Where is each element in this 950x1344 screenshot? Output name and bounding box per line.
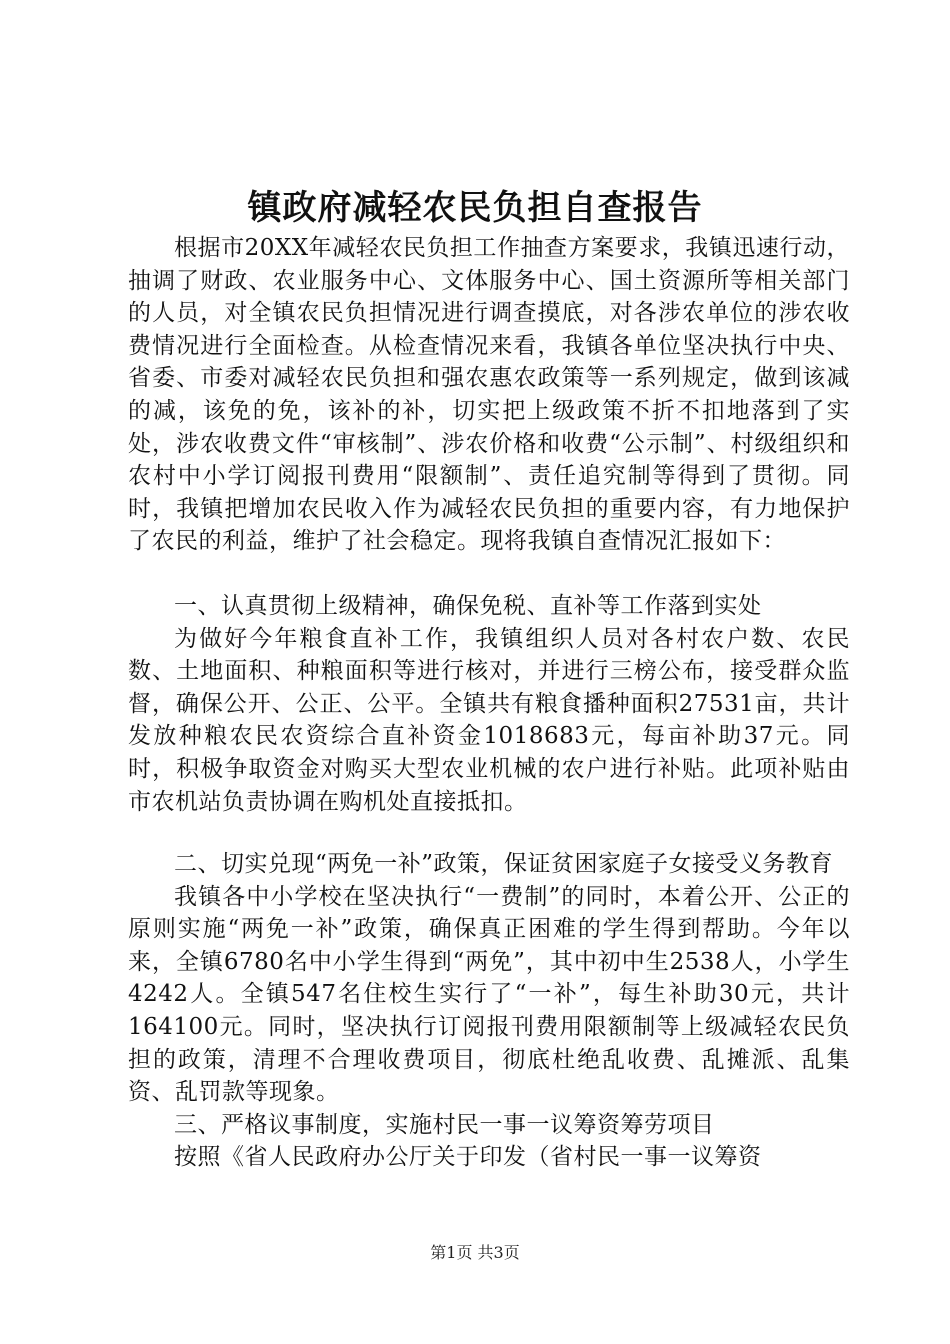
- section-1-paragraph: 为做好今年粮食直补工作，我镇组织人员对各村农户数、农民数、土地面积、种粮面积等进行核对，并进行三榜公布，接受群众监督，确保公开、公正、公平。全镇共有粮食播种面积27531亩，共计发放种粮农民农资综合直补资金1018683元，每亩补助37元。同时，积极争取资金对购买大型农业机械的农户进行补贴。此项补贴由市农机站负责协调在购机处直接抵扣。: [128, 625, 850, 815]
- section-3-paragraph: 按照《省人民政府办公厅关于印发（省村民一事一议筹资: [174, 1144, 762, 1171]
- section-heading-3: 三、严格议事制度，实施村民一事一议筹资筹劳项目: [174, 1111, 715, 1138]
- section-2-paragraph: 我镇各中小学校在坚决执行“一费制”的同时，本着公开、公正的原则实施“两免一补”政策，确保真正困难的学生得到帮助。今年以来，全镇6780名中小学生得到“两免”，其中初中生2538人，小学生4242人。全镇547名住校生实行了“一补”，每生补助30元，共计164100元。同时，坚决执行订阅报刊费用限额制等上级减轻农民负担的政策，清理不合理收费项目，彻底杜绝乱收费、乱摊派、乱集资、乱罚款等现象。: [128, 883, 850, 1106]
- section-heading-1: 一、认真贯彻上级精神，确保免税、直补等工作落到实处: [174, 592, 762, 619]
- document-body: [128, 232, 850, 1174]
- document-title: 镇政府减轻农民负担自查报告: [247, 188, 703, 228]
- intro-paragraph: 根据市20XX年减轻农民负担工作抽查方案要求，我镇迅速行动，抽调了财政、农业服务中心、文体服务中心、国土资源所等相关部门的人员，对全镇农民负担情况进行调查摸底，对各涉农单位的涉农收费情况进行全面检查。从检查情况来看，我镇各单位坚决执行中央、省委、市委对减轻农民负担和强农惠农政策等一系列规定，做到该减的减，该免的免，该补的补，切实把上级政策不折不扣地落到了实处，涉农收费文件“审核制”、涉农价格和收费“公示制”、村级组织和农村中小学订阅报刊费用“限额制”、责任追究制等得到了贯彻。同时，我镇把增加农民收入作为减轻农民负担的重要内容，有力地保护了农民的利益，维护了社会稳定。现将我镇自查情况汇报如下：: [128, 235, 850, 555]
- page-number-footer: 第1页 共3页: [430, 1243, 520, 1262]
- section-heading-2: 二、切实兑现“两免一补”政策，保证贫困家庭子女接受义务教育: [174, 851, 834, 878]
